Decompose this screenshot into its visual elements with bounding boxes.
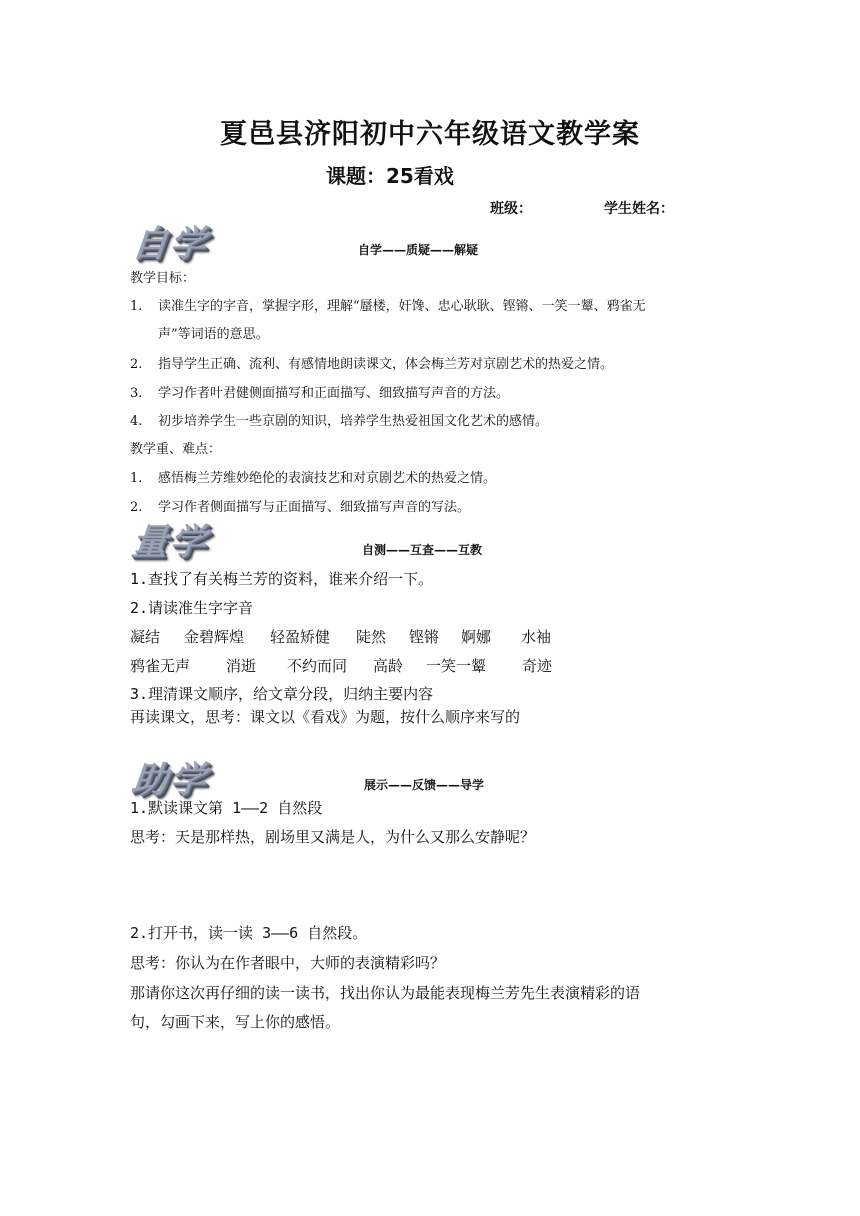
student-name-label: 学生姓名：: [604, 201, 674, 217]
measure-study-stamp: 量学: [129, 522, 210, 563]
vocab-word: 奇迹: [522, 657, 553, 675]
vocab-word: 凝结: [130, 628, 161, 646]
list-item: 2. 指导学生正确、流利、有感情地朗读课文，体会梅兰芳对京剧艺术的热爱之情。: [130, 357, 614, 372]
question-3-detail: 再读课文，思考：课文以《看戏》为题，按什么顺序来写的: [130, 708, 521, 726]
question-2: 2.请读准生字字音: [130, 599, 254, 617]
vocab-word: 消逝: [226, 657, 257, 675]
section-heading: 展示——反馈——导学: [364, 778, 485, 792]
list-item: 3. 学习作者叶君健侧面描写和正面描写、细致描写声音的方法。: [130, 386, 510, 401]
paragraph: 1.默读课文第 1——2 自然段: [130, 799, 323, 817]
section-heading: 自测——互查——互教: [362, 543, 483, 557]
list-item: 4. 初步培养学生一些京剧的知识，培养学生热爱祖国文化艺术的感情。: [130, 414, 549, 429]
paragraph: 思考：天是那样热，剧场里又满是人，为什么又那么安静呢？: [130, 828, 536, 846]
paragraph: 句，勾画下来，写上你的感悟。: [130, 1013, 341, 1031]
goals-label: 教学目标：: [130, 271, 196, 286]
page-title: 夏邑县济阳初中六年级语文教学案: [220, 119, 640, 150]
class-label: 班级：: [490, 201, 532, 217]
section-heading: 自学——质疑——解疑: [358, 243, 479, 257]
question-3: 3.理清课文顺序，给文章分段，归纳主要内容: [130, 685, 434, 703]
vocab-word: 陡然: [356, 628, 387, 646]
help-study-stamp: 助学: [129, 760, 210, 801]
paragraph: 那请你这次再仔细的读一读书，找出你认为最能表现梅兰芳先生表演精彩的语: [130, 984, 641, 1002]
vocab-word: 鸦雀无声: [130, 657, 191, 675]
vocab-word: 高龄: [373, 657, 404, 675]
list-item: 声”等词语的意思。: [158, 327, 269, 342]
lesson-title: 课题：25看戏: [326, 164, 454, 188]
paragraph: 思考：你认为在作者眼中，大师的表演精彩吗？: [130, 954, 446, 972]
key-points-label: 教学重、难点：: [130, 442, 222, 457]
list-item: 1. 读准生字的字音，掌握字形，理解“蜃楼，奸馋、忠心耿耿、铿锵、一笑一颦、鸦雀无: [130, 299, 646, 314]
question-1: 1.查找了有关梅兰芳的资料，谁来介绍一下。: [130, 570, 434, 588]
vocab-word: 铿锵: [409, 628, 440, 646]
vocab-word: 一笑一颦: [426, 657, 487, 675]
vocab-word: 轻盈矫健: [270, 628, 331, 646]
vocab-word: 不约而同: [287, 657, 348, 675]
list-item: 1. 感悟梅兰芳维妙绝伦的表演技艺和对京剧艺术的热爱之情。: [130, 471, 497, 486]
list-item: 2. 学习作者侧面描写与正面描写、细致描写声音的写法。: [130, 500, 471, 515]
vocab-word: 水袖: [521, 628, 552, 646]
vocab-word: 婀娜: [461, 628, 492, 646]
self-study-stamp: 自学: [129, 224, 210, 265]
paragraph: 2.打开书，读一读 3——6 自然段。: [130, 924, 368, 942]
vocab-word: 金碧辉煌: [184, 628, 245, 646]
